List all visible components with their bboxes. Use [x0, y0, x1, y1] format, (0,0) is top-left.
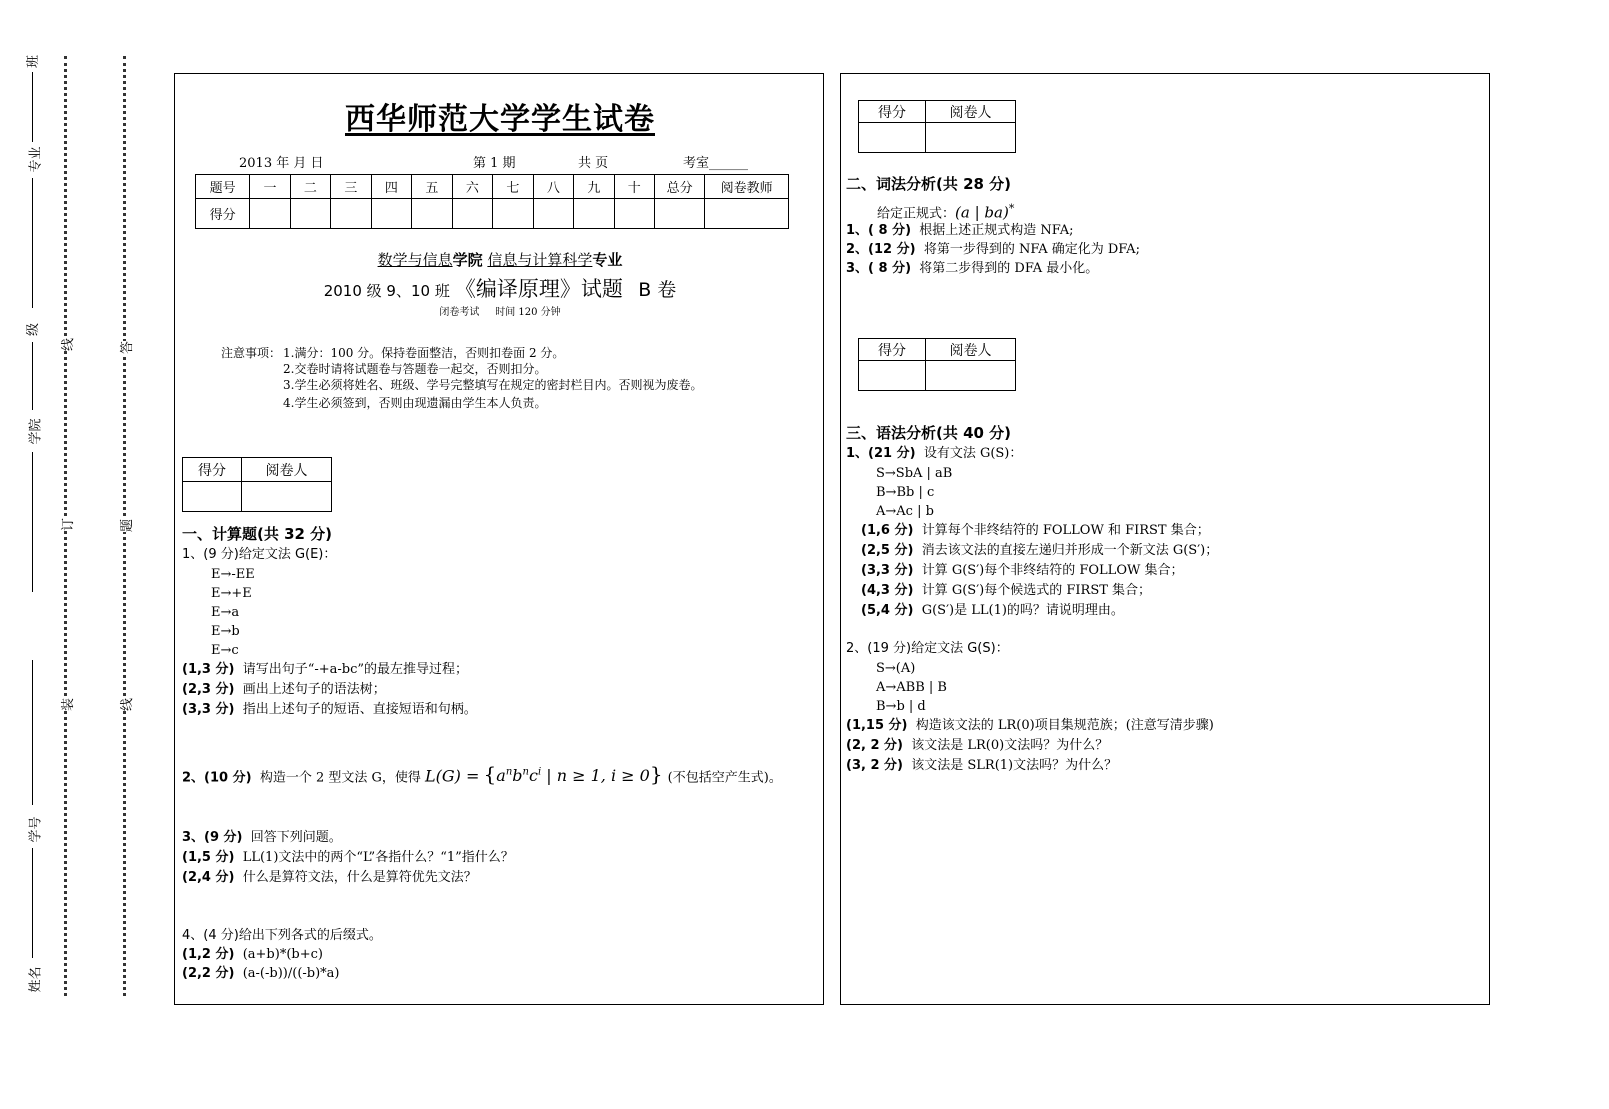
score-header: 四 [371, 175, 411, 199]
regex-value: (a | ba) [955, 203, 1009, 222]
q1-head-text: 1、(9 分)给定文法 G(E)： [182, 547, 337, 562]
q3-sub-num: (2,4 分) [182, 870, 235, 885]
exam-period: 第 1 期 [473, 156, 516, 171]
s3-q1-sub-text: 计算每个非终结符的 FOLLOW 和 FIRST 集合； [921, 523, 1210, 538]
q1-head [182, 546, 336, 564]
course-line [175, 276, 825, 304]
cut-mark-da: 答 [116, 341, 135, 354]
q1-sub-num: (2,3 分) [182, 682, 235, 697]
note-item: 4.学生必须签到，否则由现遗漏由学生本人负责。 [283, 396, 547, 410]
q1-sub-text: 指出上述句子的短语、直接短语和句柄。 [242, 702, 477, 717]
s3-q2-sub-num: (1,15 分) [846, 718, 908, 733]
grader-box [182, 457, 332, 512]
score-cell[interactable] [290, 199, 330, 229]
left-panel [174, 73, 824, 1005]
grader-score-cell[interactable] [859, 361, 926, 391]
field-student-id: 学号 [28, 816, 44, 843]
major-name: 信息与计算科学 [487, 251, 593, 269]
q4-sub [182, 965, 340, 983]
major-suffix: 专业 [592, 251, 623, 269]
grader-name-label: 阅卷人 [926, 339, 1016, 361]
score-header: 二 [290, 175, 330, 199]
q2-formula-lhs: L(G) = [425, 766, 480, 786]
grader-name-cell[interactable] [926, 361, 1016, 391]
university-title: 西华师范大学学生试卷 [345, 102, 655, 137]
s3-q1-sub-text: 计算 G(S′)每个候选式的 FIRST 集合； [921, 583, 1152, 598]
q2-tail: (不包括空产生式)。 [667, 770, 782, 786]
q3-sub [182, 869, 477, 887]
note-item: 2.交卷时请将试题卷与答题卷一起交，否则扣分。 [283, 362, 547, 376]
college-major-line [175, 250, 825, 270]
q4-sub-text: (a-(-b))/((-b)*a) [242, 966, 340, 981]
field-major: 专业 [28, 146, 44, 173]
s3-q2-sub-num: (2, 2 分) [846, 738, 903, 753]
s3-q1-sub-num: (5,4 分) [861, 603, 914, 618]
s2-sub-num: 3、( 8 分) [846, 261, 912, 276]
q2-formula-a: a [496, 766, 506, 786]
score-header: 六 [452, 175, 492, 199]
s3-q1-head [846, 445, 1022, 463]
field-class: 班 [26, 54, 42, 69]
q3-sub-text: 什么是算符文法，什么是算符优先文法？ [242, 870, 477, 885]
score-header: 三 [331, 175, 371, 199]
score-cell[interactable] [452, 199, 492, 229]
q2-formula-cond: | n ≥ 1, i ≥ 0 [546, 766, 650, 786]
s3-q1-sub-text: 消去该文法的直接左递归并形成一个新文法 G(S′)； [921, 543, 1219, 558]
score-row-label: 得分 [196, 199, 250, 229]
s3-q1-sub [861, 562, 1183, 580]
q4-sub-text: (a+b)*(b+c) [242, 947, 323, 962]
score-header: 十 [614, 175, 654, 199]
q2-text: 构造一个 2 型文法 G，使得 [259, 770, 421, 786]
score-cell[interactable] [705, 199, 789, 229]
q3-sub-num: (1,5 分) [182, 850, 235, 865]
grammar-rule: A→Ac | b [876, 504, 934, 519]
exam-pages: 共 页 [578, 156, 609, 171]
q4-head: 4、(4 分)给出下列各式的后缀式。 [182, 928, 382, 943]
cut-mark-xian2: 线 [116, 698, 135, 711]
q2-formula: {$a^nb^nc^i$ | n ≥ 1, i ≥ 0} [483, 762, 663, 787]
score-cell[interactable] [614, 199, 654, 229]
s3-q2-sub-text: 该文法是 SLR(1)文法吗？为什么？ [911, 758, 1118, 773]
score-cell[interactable] [493, 199, 533, 229]
cut-mark-ti: 题 [116, 519, 135, 532]
score-header: 五 [412, 175, 452, 199]
q3-head [182, 829, 342, 847]
score-cell[interactable] [250, 199, 290, 229]
grammar-rule: A→ABB | B [876, 680, 947, 695]
q3-sub [182, 849, 514, 867]
s3-q1-sub-num: (3,3 分) [861, 563, 914, 578]
field-name: 姓名 [28, 966, 44, 993]
s3-q1-sub-num: (1,6 分) [861, 523, 914, 538]
q3-sub-text: LL(1)文法中的两个“L”各指什么？“1”指什么？ [242, 850, 514, 865]
grader-name-label: 阅卷人 [926, 101, 1016, 123]
note-item: 3.学生必须将姓名、班级、学号完整填写在规定的密封栏目内。否则视为废卷。 [283, 378, 703, 392]
score-header: 阅卷教师 [705, 175, 789, 199]
s3-q2-sub-text: 该文法是 LR(0)文法吗？为什么？ [911, 738, 1109, 753]
note-item: 1.满分：100 分。保持卷面整洁，否则扣卷面 2 分。 [283, 346, 565, 360]
grader-box-2 [858, 100, 1016, 153]
grammar-rule: B→Bb | c [876, 485, 935, 500]
q1-sub-text: 请写出句子“-+a-bc”的最左推导过程； [242, 662, 469, 677]
exam-format: 闭卷考试 时间 120 分钟 [439, 307, 561, 318]
s3-q1-sub-num: (4,3 分) [861, 583, 914, 598]
s3-q1-sub [861, 522, 1210, 540]
s3-q1-sub [861, 602, 1124, 620]
grammar-rule: E→c [211, 643, 239, 658]
s3-q1-sub [861, 582, 1151, 600]
q1-sub [182, 701, 477, 719]
q3-text: 回答下列问题。 [250, 830, 342, 845]
grader-box-3 [858, 338, 1016, 391]
college-suffix: 学院 [452, 251, 483, 269]
s3-q2-sub [846, 737, 1108, 755]
score-header: 总分 [655, 175, 705, 199]
q4-sub-num: (1,2 分) [182, 947, 235, 962]
s3-q1-text: 设有文法 G(S)： [923, 446, 1023, 461]
s2-sub-num: 1、( 8 分) [846, 223, 912, 238]
s3-q2-sub-text: 构造该文法的 LR(0)项目集规范族；(注意写清步骤) [915, 718, 1214, 733]
s3-q1-num: 1、(21 分) [846, 446, 916, 461]
cut-mark-xian: 线 [57, 338, 76, 351]
regex-label: 给定正规式： [877, 206, 956, 222]
s3-q2-sub-num: (3, 2 分) [846, 758, 903, 773]
score-cell[interactable] [574, 199, 614, 229]
s3-q1-sub [861, 542, 1218, 560]
q1-sub-num: (3,3 分) [182, 702, 235, 717]
section3-title: 三、语法分析(共 40 分) [846, 424, 1012, 442]
s2-sub [846, 222, 1073, 240]
s2-sub-num: 2、(12 分) [846, 242, 916, 257]
s3-q2-head: 2、(19 分)给定文法 G(S)： [846, 641, 1009, 656]
right-panel [840, 73, 1490, 1005]
exam-room: 考室______ [683, 156, 749, 171]
q1-sub-num: (1,3 分) [182, 662, 235, 677]
grader-score-cell[interactable] [859, 123, 926, 153]
score-cell[interactable] [533, 199, 573, 229]
score-header: 七 [493, 175, 533, 199]
q2-num: 2、(10 分) [182, 770, 252, 786]
grammar-rule: B→b | d [876, 699, 926, 714]
course-name: 《编译原理》试题 [454, 277, 623, 301]
score-table [195, 174, 789, 229]
q4-sub-num: (2,2 分) [182, 966, 235, 981]
s2-sub [846, 260, 1098, 278]
section1-title: 一、计算题(共 32 分) [182, 525, 333, 543]
score-cell[interactable] [331, 199, 371, 229]
s3-q1-sub-num: (2,5 分) [861, 543, 914, 558]
q1-sub-text: 画出上述句子的语法树； [242, 682, 386, 697]
grader-score-label: 得分 [183, 458, 242, 482]
grammar-rule: S→SbA | aB [876, 466, 953, 481]
college-name: 数学与信息 [377, 251, 453, 269]
score-header: 八 [533, 175, 573, 199]
s2-sub-text: 将第一步得到的 NFA 确定化为 DFA; [923, 242, 1140, 257]
exam-date: 2013 年 月 日 [239, 156, 324, 171]
q2-line [182, 760, 782, 791]
grader-name-cell[interactable] [926, 123, 1016, 153]
notes-label: 注意事项： [221, 346, 282, 360]
s2-sub [846, 241, 1140, 259]
grader-name-cell[interactable] [242, 482, 332, 512]
score-cell[interactable] [412, 199, 452, 229]
grammar-rule: S→(A) [876, 661, 916, 676]
score-header: 一 [250, 175, 290, 199]
score-cell[interactable] [371, 199, 411, 229]
field-college: 学院 [28, 418, 44, 445]
section2-title: 二、词法分析(共 28 分) [846, 175, 1012, 193]
q1-sub [182, 681, 386, 699]
s2-sub-text: 将第二步得到的 DFA 最小化。 [919, 261, 1099, 276]
s3-q1-sub-text: G(S′)是 LL(1)的吗？请说明理由。 [921, 603, 1124, 618]
grade-class: 2010 级 9、10 班 [323, 282, 450, 300]
cut-mark-zhuang: 装 [57, 698, 76, 711]
s3-q2-sub [846, 717, 1214, 735]
grammar-rule: E→-EE [211, 567, 255, 582]
score-header: 题号 [196, 175, 250, 199]
s2-sub-text: 根据上述正规式构造 NFA; [919, 223, 1074, 238]
regex-star: * [1008, 202, 1015, 215]
grammar-rule: E→b [211, 624, 240, 639]
s3-q2-sub [846, 757, 1117, 775]
grader-score-label: 得分 [859, 101, 926, 123]
field-grade: 级 [26, 322, 42, 337]
grader-name-label: 阅卷人 [242, 458, 332, 482]
q1-sub [182, 661, 468, 679]
score-header: 九 [574, 175, 614, 199]
grammar-rule: E→a [211, 605, 240, 620]
cut-mark-ding: 订 [57, 518, 76, 531]
grammar-rule: E→+E [211, 586, 252, 601]
s3-q1-sub-text: 计算 G(S′)每个非终结符的 FOLLOW 集合； [921, 563, 1184, 578]
q4-sub [182, 946, 323, 964]
score-cell[interactable] [655, 199, 705, 229]
grader-score-cell[interactable] [183, 482, 242, 512]
paper-variant: B 卷 [638, 279, 677, 301]
grader-score-label: 得分 [859, 339, 926, 361]
q3-num: 3、(9 分) [182, 830, 243, 845]
